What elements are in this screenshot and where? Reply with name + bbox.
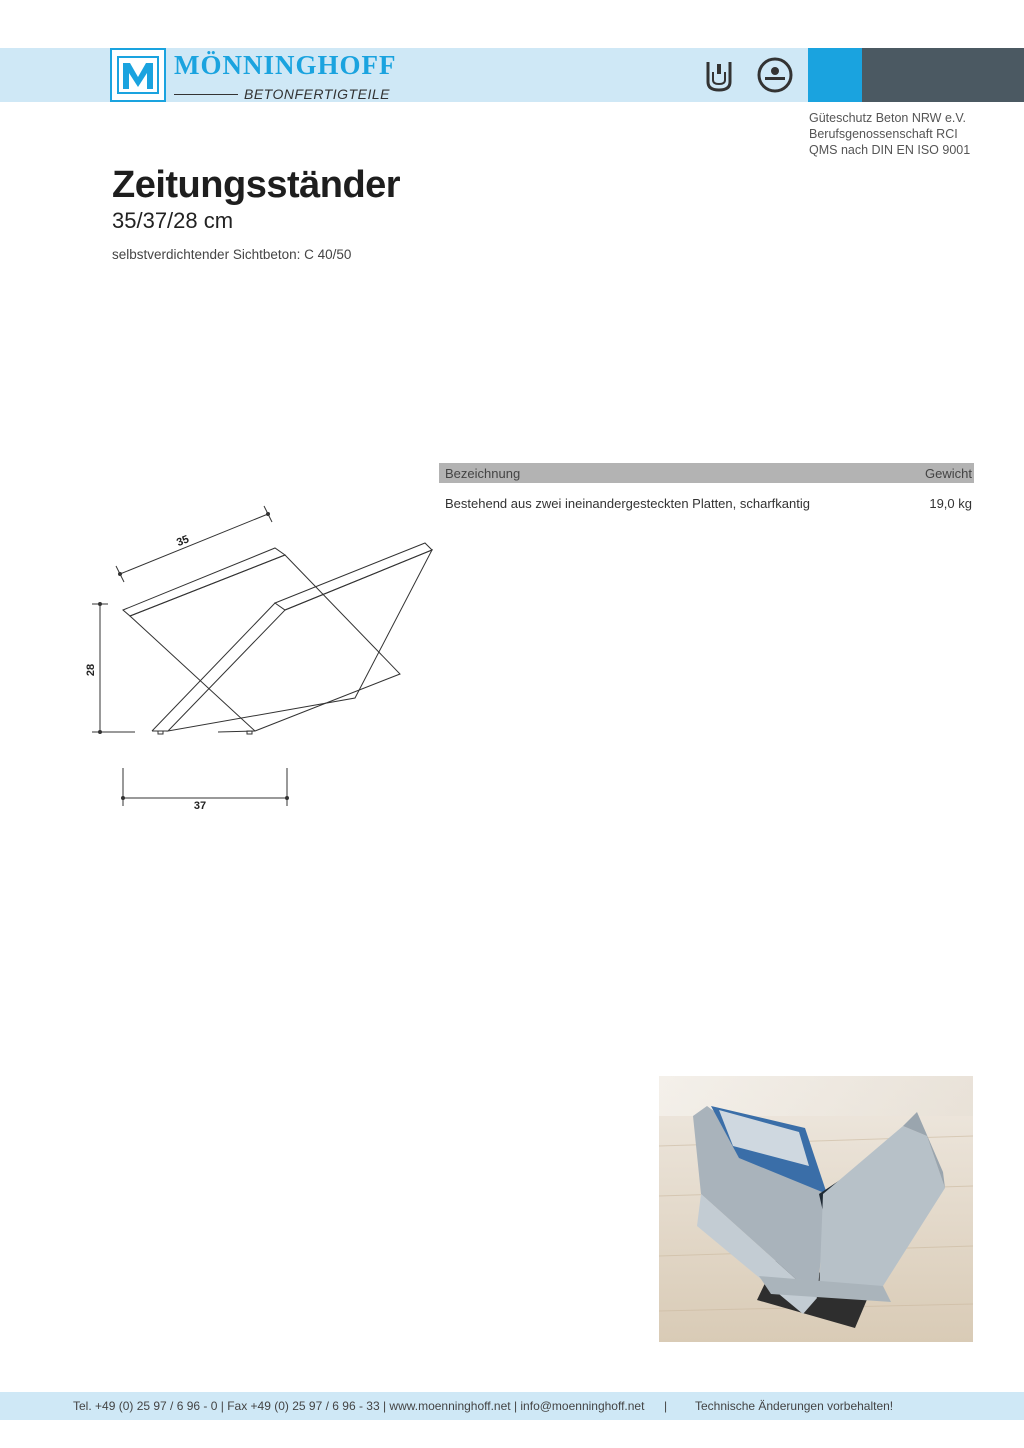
table-row — [439, 483, 974, 511]
company-name: MÖNNINGHOFF — [174, 50, 397, 80]
certification-line: QMS nach DIN EN ISO 9001 — [809, 143, 971, 157]
certification-line: Berufsgenossenschaft RCI — [809, 127, 958, 141]
logo-mark — [110, 48, 166, 102]
certification-list — [809, 110, 970, 158]
certification-line: Güteschutz Beton NRW e.V. — [809, 111, 967, 125]
footer-contact: Tel. +49 (0) 25 97 / 6 96 - 0 | Fax +49 (0) 25 97 / 6 96 - 33 | www.moenninghoff.net | info@moenninghoff.net — [73, 1399, 645, 1413]
cell-description: Bestehend aus zwei ineinandergesteckten Platten, scharfkantig — [445, 496, 810, 511]
product-title: Zeitungsständer — [112, 164, 401, 206]
technical-drawing — [80, 500, 440, 820]
dimension-depth-label: 37 — [193, 800, 207, 812]
dimension-width-label: 35 — [174, 533, 191, 550]
column-header-description: Bezeichnung — [445, 465, 521, 481]
header-accent-block — [808, 48, 862, 102]
quality-seal-icon — [700, 56, 738, 94]
logo-divider — [174, 94, 238, 95]
logo-m-icon — [116, 55, 160, 95]
product-photo — [659, 1076, 973, 1342]
footer-note: Technische Änderungen vorbehalten! — [695, 1399, 894, 1413]
cell-weight: 19,0 kg — [929, 496, 972, 511]
product-material: selbstverdichtender Sichtbeton: C 40/50 — [112, 247, 352, 262]
header-dark-block — [862, 48, 1024, 102]
company-subtitle: BETONFERTIGTEILE — [244, 86, 390, 102]
dimension-height-label: 28 — [85, 663, 97, 677]
footer-separator: | — [664, 1399, 668, 1413]
table-header — [439, 463, 974, 483]
column-header-weight: Gewicht — [925, 465, 972, 481]
safety-seal-icon — [756, 56, 794, 94]
product-table — [439, 463, 974, 511]
product-dimensions: 35/37/28 cm — [112, 208, 234, 233]
